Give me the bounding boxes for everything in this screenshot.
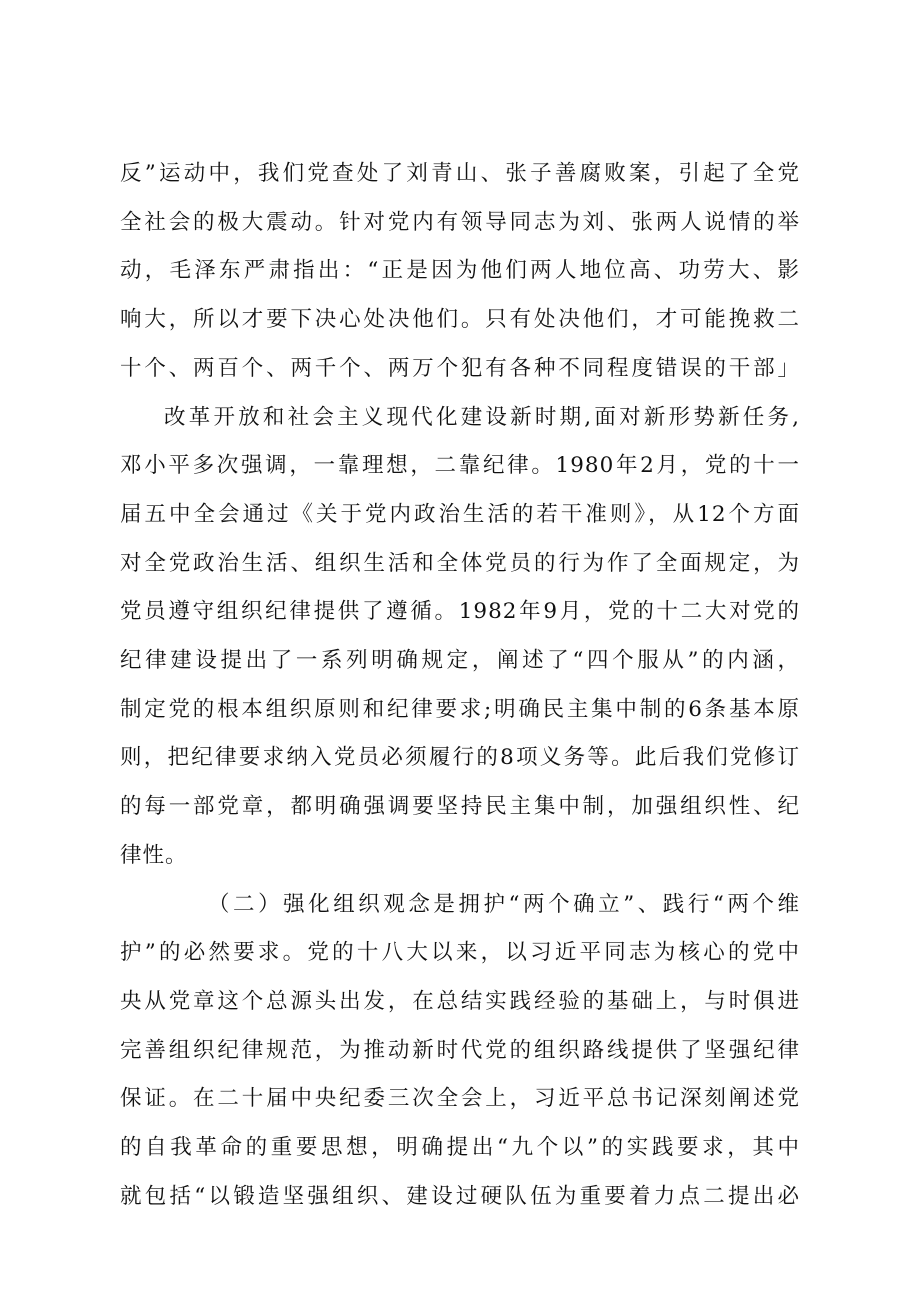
text-line: 动，毛泽东严肃指出：“正是因为他们两人地位高、功劳大、影 bbox=[120, 258, 800, 284]
text-line: 十个、两百个、两千个、两万个犯有各种不同程度错误的干部」 bbox=[120, 355, 800, 381]
text-line: 完善组织纪律规范，为推动新时代党的组织路线提供了坚强纪律 bbox=[120, 1037, 800, 1063]
text-line: 制定党的根本组织原则和纪律要求;明确民主集中制的6条基本原 bbox=[120, 696, 800, 722]
paragraph-3 bbox=[120, 881, 800, 1222]
text-line: 央从党章这个总源头出发，在总结实践经验的基础上，与时俱进 bbox=[120, 988, 800, 1014]
paragraph-2 bbox=[120, 394, 800, 881]
text-line: 就包括“以锻造坚强组织、建设过硬队伍为重要着力点二提出必 bbox=[120, 1183, 800, 1209]
text-line: 对全党政治生活、组织生活和全体党员的行为作了全面规定，为 bbox=[120, 550, 800, 576]
text-line: 响大，所以才要下决心处决他们。只有处决他们，才可能挽救二 bbox=[120, 307, 800, 333]
text-line: 全社会的极大震动。针对党内有领导同志为刘、张两人说情的举 bbox=[120, 209, 800, 235]
text-line: 的自我革命的重要思想，明确提出“九个以”的实践要求，其中 bbox=[120, 1135, 800, 1161]
paragraph-1 bbox=[120, 150, 800, 394]
text-line: 保证。在二十届中央纪委三次全会上，习近平总书记深刻阐述党 bbox=[120, 1086, 800, 1112]
text-line: 改革开放和社会主义现代化建设新时期,面对新形势新任务, bbox=[164, 404, 800, 430]
text-line: 的每一部党章，都明确强调要坚持民主集中制，加强组织性、纪 bbox=[120, 794, 800, 820]
text-line: 届五中全会通过《关于党内政治生活的若干准则》，从12个方面 bbox=[120, 501, 800, 527]
text-line: 则，把纪律要求纳入党员必须履行的8项义务等。此后我们党修订 bbox=[120, 745, 800, 771]
text-line: 邓小平多次强调，一靠理想，二靠纪律。1980年2月，党的十一 bbox=[120, 453, 800, 479]
text-line: 反”运动中，我们党查处了刘青山、张子善腐败案，引起了全党 bbox=[120, 161, 800, 186]
text-line: 律性。 bbox=[120, 842, 188, 868]
document-body bbox=[120, 150, 800, 1221]
text-line: 护”的必然要求。党的十八大以来，以习近平同志为核心的党中 bbox=[120, 940, 800, 966]
text-line: 纪律建设提出了一系列明确规定，阐述了“四个服从”的内涵， bbox=[120, 648, 800, 674]
text-line: 党员遵守组织纪律提供了遵循。1982年9月，党的十二大对党的 bbox=[120, 599, 800, 625]
text-line: （二）强化组织观念是拥护“两个确立”、践行“两个维 bbox=[208, 891, 800, 917]
